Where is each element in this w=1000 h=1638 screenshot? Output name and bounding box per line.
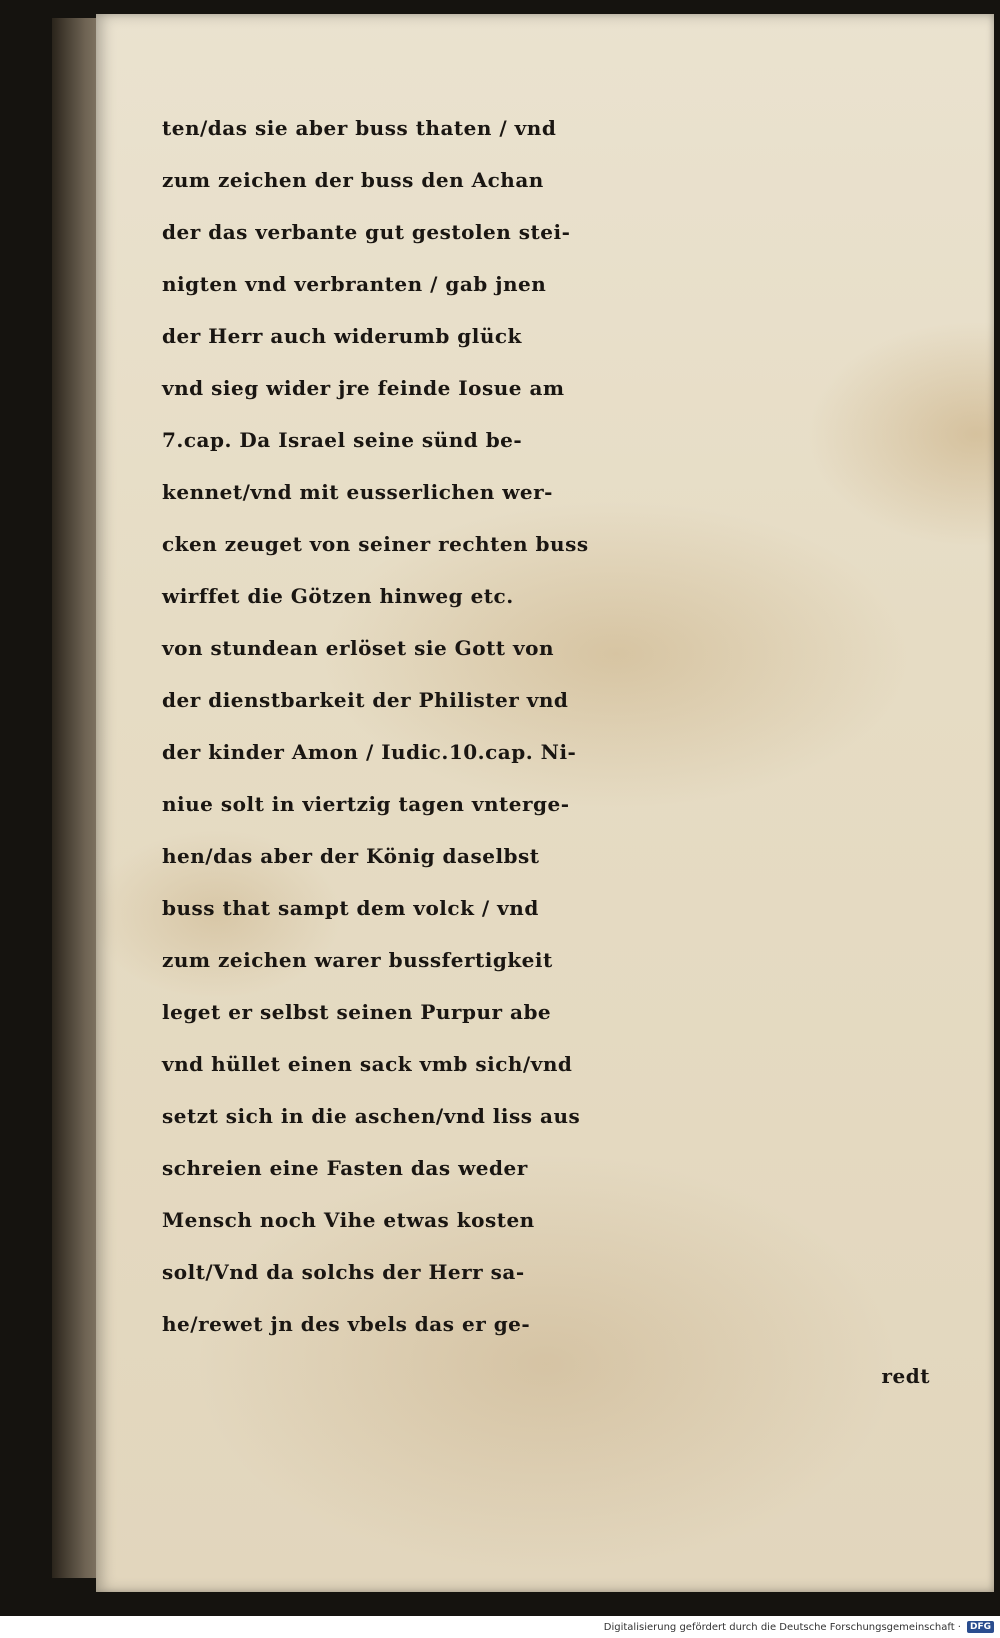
text-line: der dienstbarkeit der Philister vnd	[162, 688, 569, 712]
text-line: der Herr auch widerumb glück	[162, 324, 522, 348]
text-line: zum zeichen der buss den Achan	[162, 168, 544, 192]
text-line: der kinder Amon / Iudic.10.cap. Ni-	[162, 740, 577, 764]
dfg-logo-icon: DFG	[967, 1621, 994, 1633]
text-line: he/rewet jn des vbels das er ge-	[162, 1312, 531, 1336]
text-line: niue solt in viertzig tagen vnterge-	[162, 792, 570, 816]
text-line: 7.cap. Da Israel seine sünd be-	[162, 428, 523, 452]
text-line: hen/das aber der König daselbst	[162, 844, 540, 868]
text-line: zum zeichen warer bussfertigkeit	[162, 948, 553, 972]
text-line: leget er selbst seinen Purpur abe	[162, 1000, 552, 1024]
text-line: von stundean erlöset sie Gott von	[162, 636, 555, 660]
page-text	[162, 102, 940, 1402]
text-line: nigten vnd verbranten / gab jnen	[162, 272, 547, 296]
text-line: Mensch noch Vihe etwas kosten	[162, 1208, 535, 1232]
text-line: cken zeuget von seiner rechten buss	[162, 532, 589, 556]
book-page	[96, 14, 994, 1592]
text-line: wirffet die Götzen hinweg etc.	[162, 584, 514, 608]
text-line: solt/Vnd da solchs der Herr sa-	[162, 1260, 525, 1284]
text-line: buss that sampt dem volck / vnd	[162, 896, 539, 920]
text-line: der das verbante gut gestolen stei-	[162, 220, 571, 244]
catchword: redt	[881, 1364, 930, 1388]
text-line: vnd hüllet einen sack vmb sich/vnd	[162, 1052, 573, 1076]
text-line: ten/das sie aber buss thaten / vnd	[162, 116, 557, 140]
text-line: setzt sich in die aschen/vnd liss aus	[162, 1104, 581, 1128]
text-line: vnd sieg wider jre feinde Iosue am	[162, 376, 565, 400]
funding-credit: Digitalisierung gefördert durch die Deutsche Forschungsgemeinschaft ·	[603, 1621, 961, 1633]
text-line: schreien eine Fasten das weder	[162, 1156, 528, 1180]
footer-bar	[0, 1616, 1000, 1638]
text-line: kennet/vnd mit eusserlichen wer-	[162, 480, 553, 504]
